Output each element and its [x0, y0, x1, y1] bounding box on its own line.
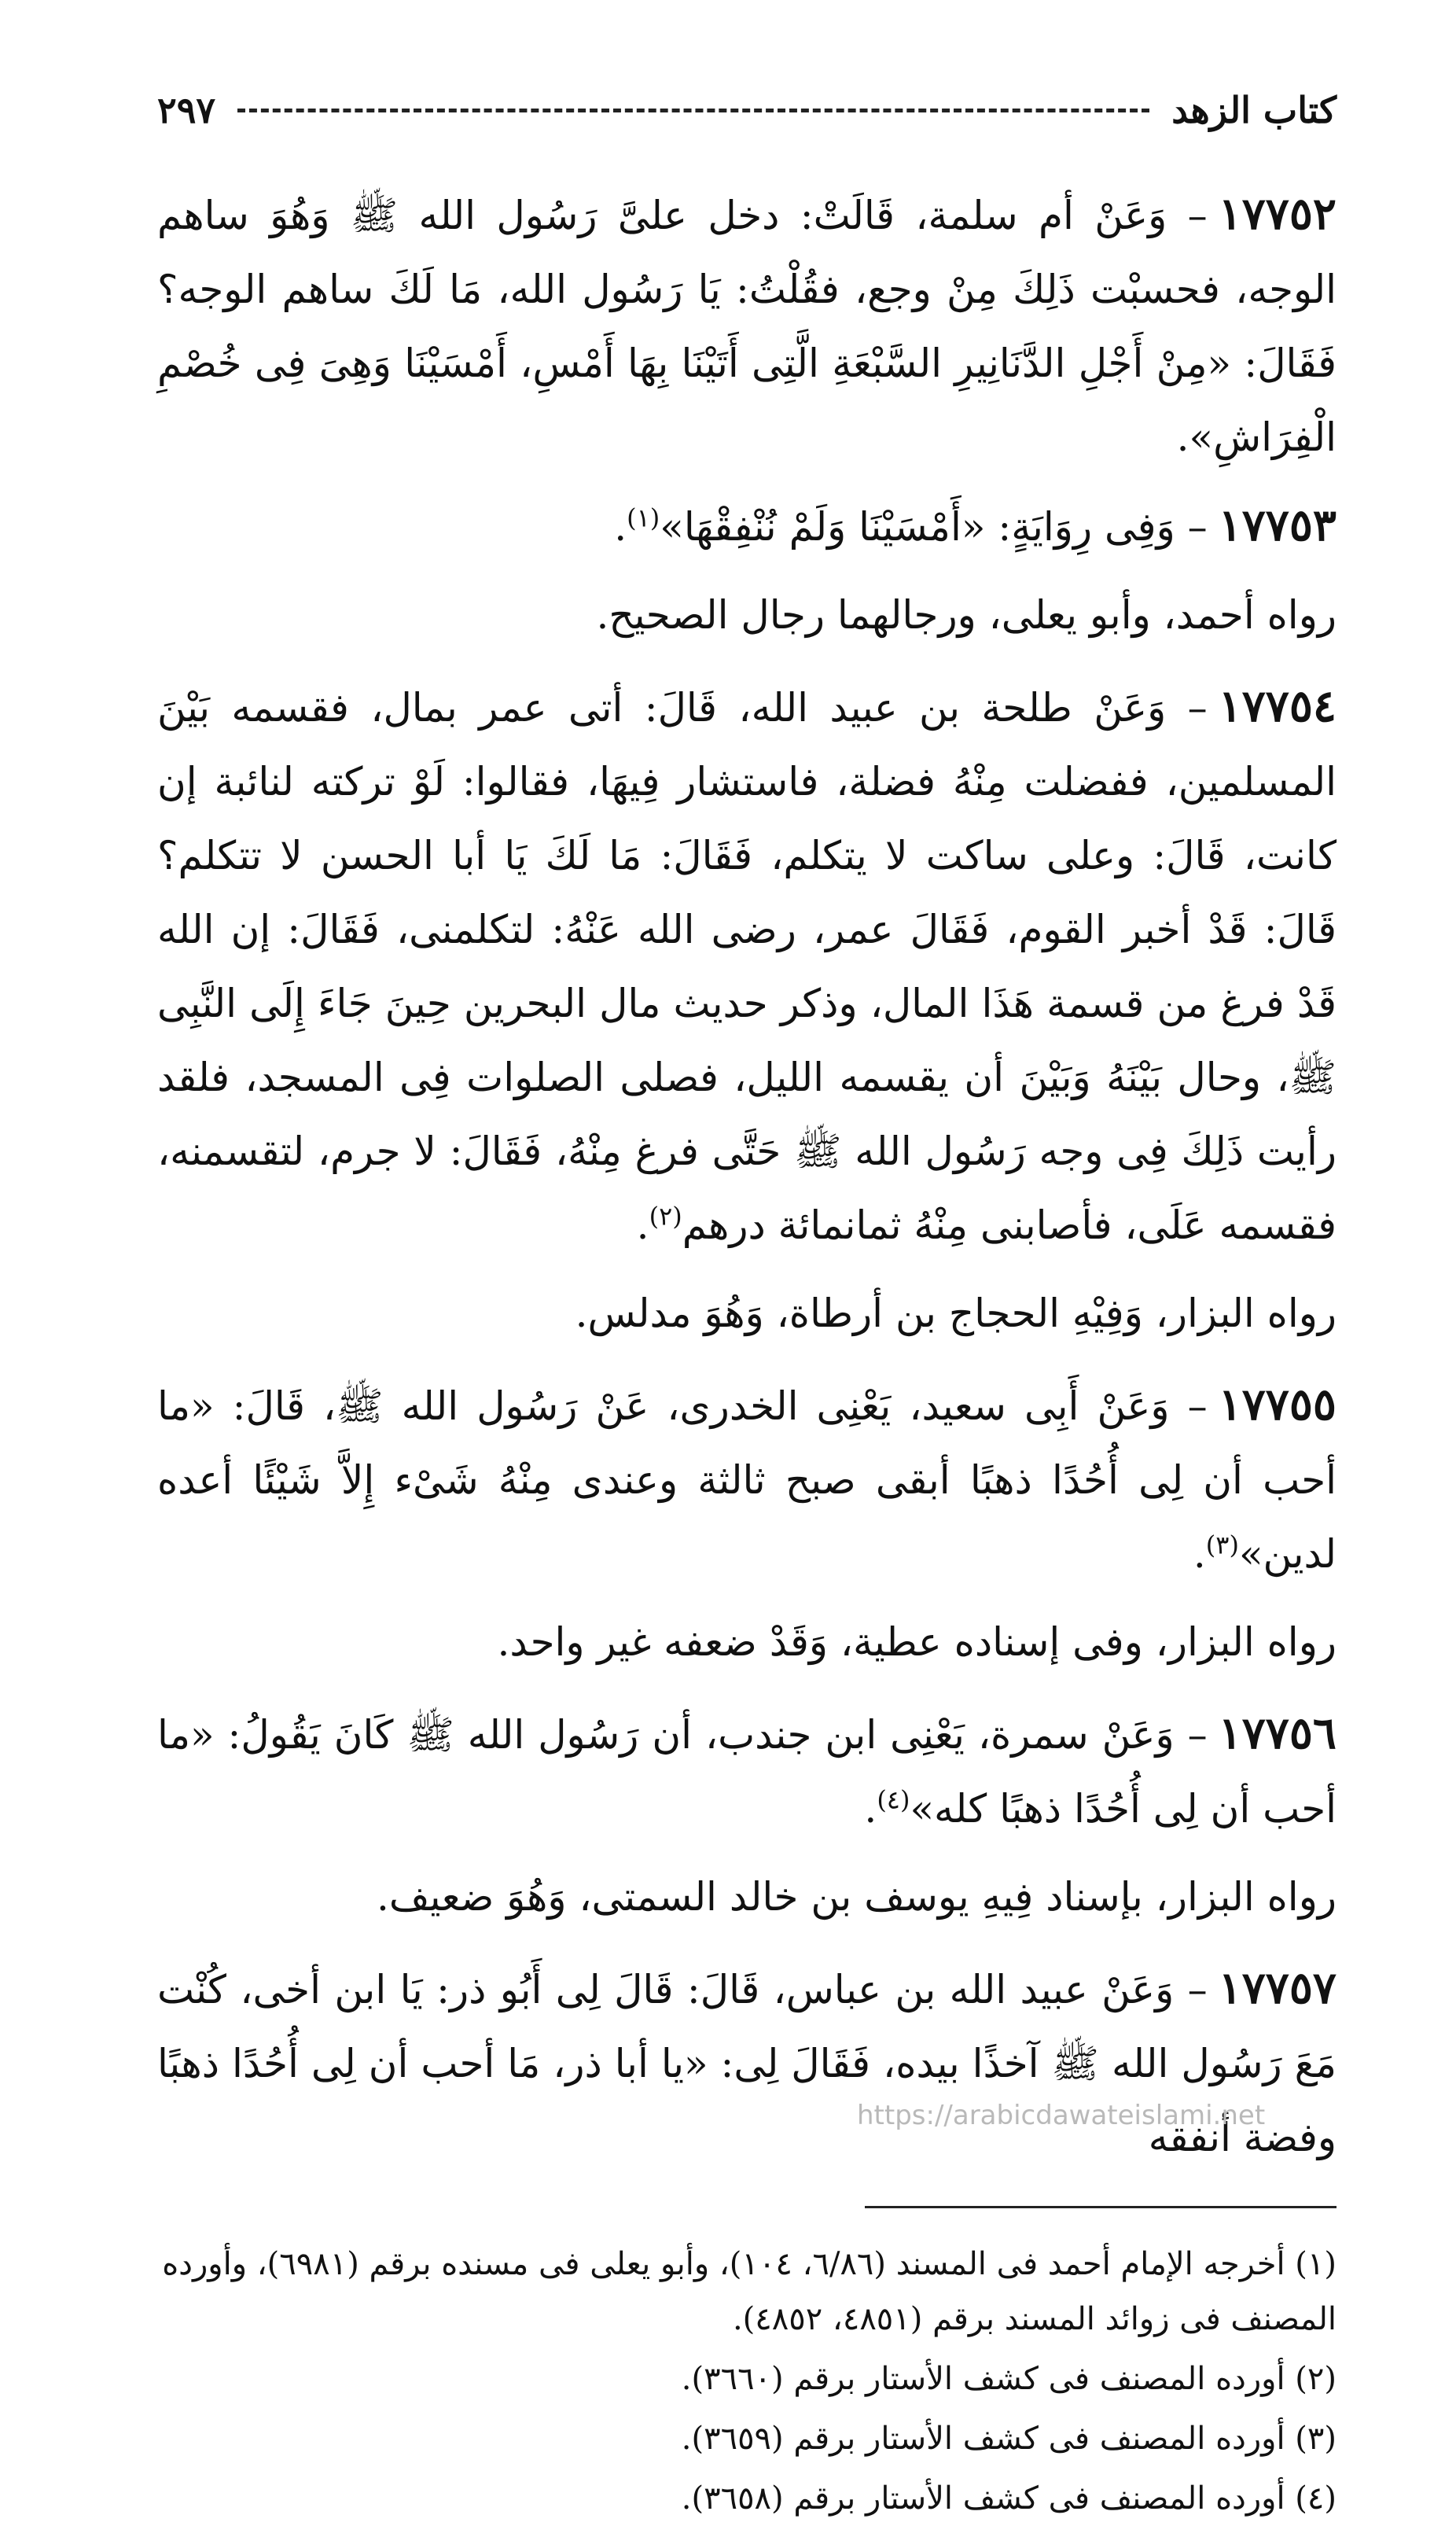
chapter-title: كتاب الزهد [1171, 89, 1337, 131]
footnote: (٣) أورده المصنف فى كشف الأستار برقم (٣٦٥٩). [681, 2421, 1337, 2457]
hadith-text: – وَفِى رِوَايَةٍ: «أَمْسَيْنَا وَلَمْ نُنْفِقْهَا» [660, 504, 1208, 550]
narration-note: رواه أحمد، وأبو يعلى، ورجالهما رجال الصحيح. [596, 592, 1337, 638]
watermark-url: https://arabicdawateislami.net [857, 2100, 1266, 2131]
hadith-text: – وَعَنْ عبيد الله بن عباس، قَالَ: قَالَ لِى أَبُو ذر: يَا ابن أخى، كُنْت مَعَ رَسُول الله ﷺ آخذًا بيده، فَقَالَ لِى: «يا أبا ذر، مَا أحب أن لِى أُحُدًا ذهبًا وفضة أنفقه [157, 1967, 1337, 2160]
hadith-entry: ١٧٧٥٦– وَعَنْ سمرة، يَعْنِى ابن جندب، أن رَسُول الله ﷺ كَانَ يَقُولُ: «ما أحب أن لِى أُحُدًا ذهبًا كله»$^{(٤)}$. [157, 1707, 1337, 1832]
footnote: (٢) أورده المصنف فى كشف الأستار برقم (٣٦٦٠). [681, 2361, 1337, 2397]
hadith-number: ١٧٧٥٥ [1218, 1379, 1337, 1431]
narration-note: رواه البزار، وفى إسناده عطية، وَقَدْ ضعفه غير واحد. [497, 1619, 1337, 1665]
hadith-text: – وَعَنْ أم سلمة، قَالَتْ: دخل علىَّ رَسُول الله ﷺ وَهُوَ ساهم الوجه، فحسبْت ذَلِكَ مِنْ وجع، فقُلْتُ: يَا رَسُول الله، مَا لَكَ ساهم الوجه؟ فَقَالَ: «مِنْ أَجْلِ الدَّنَانِيرِ السَّبْعَةِ الَّتِى أَتَيْنَا بِهَا أَمْسِ، أَمْسَيْنَا وَهِىَ فِى خُصْمِ الْفِرَاشِ». [157, 193, 1337, 460]
hadith-number: ١٧٧٥٢ [1218, 188, 1337, 240]
header-rule [237, 109, 1149, 112]
hadith-number: ١٧٧٥٧ [1218, 1962, 1337, 2014]
hadith-text: – وَعَنْ سمرة، يَعْنِى ابن جندب، أن رَسُول الله ﷺ كَانَ يَقُولُ: «ما أحب أن لِى أُحُدًا ذهبًا كله» [157, 1712, 1337, 1832]
footnote-ref: (٣) [1205, 1530, 1239, 1560]
page-number: ٢٩٧ [157, 89, 216, 131]
footnotes [157, 2237, 1337, 2526]
page-content [157, 177, 1337, 2526]
footnote: (٤) أورده المصنف فى كشف الأستار برقم (٣٦٥٨). [681, 2480, 1337, 2517]
page-header [157, 75, 1337, 145]
hadith-entry: ١٧٧٥٣– وَفِى رِوَايَةٍ: «أَمْسَيْنَا وَلَمْ نُنْفِقْهَا»$^{(١)}$. [614, 499, 1337, 551]
footnote-ref: (١) [627, 503, 660, 533]
hadith-entry: ١٧٧٥٤– وَعَنْ طلحة بن عبيد الله، قَالَ: أتى عمر بمال، فقسمه بَيْنَ المسلمين، ففضلت مِنْهُ فضلة، فاستشار فِيهَا، فقالوا: لَوْ تركته لنائبة إن كانت، قَالَ: وعلى ساكت لا يتكلم، فَقَالَ: مَا لَكَ يَا أبا الحسن لا تتكلم؟ قَالَ: قَدْ أخبر القوم، فَقَالَ عمر، رضى الله عَنْهُ: لتكلمنى، فَقَالَ: إن الله قَدْ فرغ من قسمة هَذَا المال، وذكر حديث مال البحرين حِينَ جَاءَ إِلَى النَّبِى ﷺ، وحال بَيْنَهُ وَبَيْنَ أن يقسمه الليل، فصلى الصلوات فِى المسجد، فلقد رأيت ذَلِكَ فِى وجه رَسُول الله ﷺ حَتَّى فرغ مِنْهُ، فَقَالَ: لا جرم، لتقسمنه، فقسمه عَلَى، فأصابنى مِنْهُ ثمانمائة درهم$^{(٢)}$. [157, 680, 1337, 1248]
narration-note: رواه البزار، بإسناد فِيهِ يوسف بن خالد السمتى، وَهُوَ ضعيف. [376, 1874, 1337, 1920]
hadith-text: – وَعَنْ أَبِى سعيد، يَعْنِى الخدرى، عَنْ رَسُول الله ﷺ، قَالَ: «ما أحب أن لِى أُحُدًا ذهبًا أبقى صبح ثالثة وعندى مِنْهُ شَىْء إِلاَّ شَيْئًا أعده لدين» [157, 1383, 1337, 1577]
hadith-entry [157, 1951, 1337, 2174]
footnote: (١) أخرجه الإمام أحمد فى المسند (٦/٨٦، ١٠٤)، وأبو يعلى فى مسنده برقم (٦٩٨١)، وأورده المصنف فى زوائد المسند برقم (٤٨٥١، ٤٨٥٢). [162, 2246, 1337, 2337]
hadith-text: – وَعَنْ طلحة بن عبيد الله، قَالَ: أتى عمر بمال، فقسمه بَيْنَ المسلمين، ففضلت مِنْهُ فضلة، فاستشار فِيهَا، فقالوا: لَوْ تركته لنائبة إن كانت، قَالَ: وعلى ساكت لا يتكلم، فَقَالَ: مَا لَكَ يَا أبا الحسن لا تتكلم؟ قَالَ: قَدْ أخبر القوم، فَقَالَ عمر، رضى الله عَنْهُ: لتكلمنى، فَقَالَ: إن الله قَدْ فرغ من قسمة هَذَا المال، وذكر حديث مال البحرين حِينَ جَاءَ إِلَى النَّبِى ﷺ، وحال بَيْنَهُ وَبَيْنَ أن يقسمه الليل، فصلى الصلوات فِى المسجد، فلقد رأيت ذَلِكَ فِى وجه رَسُول الله ﷺ حَتَّى فرغ مِنْهُ، فَقَالَ: لا جرم، لتقسمنه، فقسمه عَلَى، فأصابنى مِنْهُ ثمانمائة درهم [157, 685, 1337, 1248]
hadith-entry: ١٧٧٥٥– وَعَنْ أَبِى سعيد، يَعْنِى الخدرى، عَنْ رَسُول الله ﷺ، قَالَ: «ما أحب أن لِى أُحُدًا ذهبًا أبقى صبح ثالثة وعندى مِنْهُ شَىْء إِلاَّ شَيْئًا أعده لدين»$^{(٣)}$. [157, 1379, 1337, 1577]
hadith-number: ١٧٧٥٦ [1218, 1707, 1337, 1759]
footnote-divider [865, 2206, 1337, 2208]
book-page [157, 75, 1337, 2517]
hadith-entry [157, 177, 1337, 474]
hadith-number: ١٧٧٥٤ [1218, 680, 1337, 732]
footnote-ref: (٤) [877, 1784, 910, 1815]
footnote-ref: (٢) [649, 1201, 682, 1232]
hadith-number: ١٧٧٥٣ [1218, 499, 1337, 551]
narration-note: رواه البزار، وَفِيْهِ الحجاج بن أرطاة، وَهُوَ مدلس. [575, 1291, 1337, 1336]
